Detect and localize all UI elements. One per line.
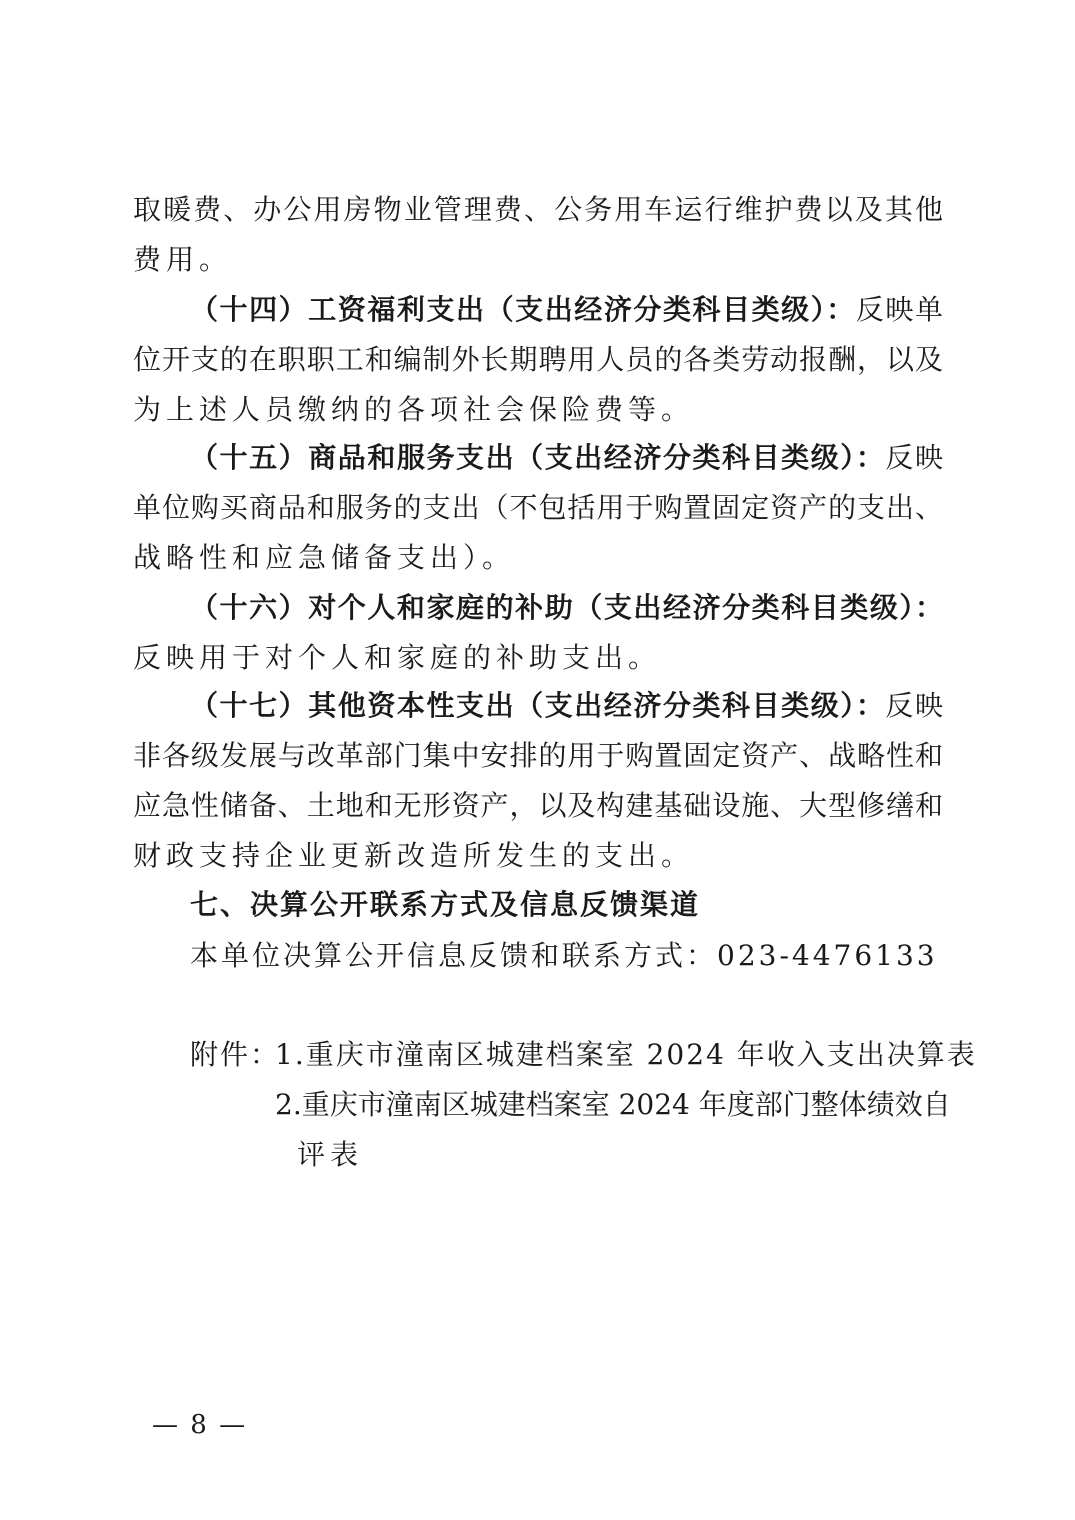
paragraph-17-line-2: 非各级发展与改革部门集中安排的用于购置固定资产、战略性和 [133, 739, 943, 772]
paragraph-13-line-1: 取暖费、办公用房物业管理费、公务用车运行维护费以及其他 [133, 193, 943, 226]
paragraph-14-line-1-text: 反映单 [855, 293, 943, 326]
paragraph-17-line-4: 财政支持企业更新改造所发生的支出。 [133, 839, 695, 872]
attachment-item-2-line-2: 评表 [297, 1138, 364, 1171]
paragraph-17-heading: （十七）其他资本性支出（支出经济分类科目类级）： [190, 689, 886, 722]
paragraph-15-line-3: 战略性和应急储备支出）。 [133, 541, 516, 574]
paragraph-15-heading: （十五）商品和服务支出（支出经济分类科目类级）： [190, 441, 886, 474]
paragraph-15-line-1 [190, 442, 943, 474]
paragraph-17-line-1 [190, 690, 943, 722]
paragraph-13-line-2: 费用。 [133, 243, 233, 276]
contact-info: 本单位决算公开信息反馈和联系方式：023-4476133 [190, 939, 938, 972]
paragraph-14-heading: （十四）工资福利支出（支出经济分类科目类级）： [190, 293, 856, 326]
paragraph-14-line-2: 位开支的在职职工和编制外长期聘用人员的各类劳动报酬，以及 [133, 343, 943, 376]
paragraph-15-line-1-text: 反映 [885, 441, 943, 474]
paragraph-16-line-2: 反映用于对个人和家庭的补助支出。 [133, 641, 662, 674]
paragraph-16-line-1 [190, 592, 943, 624]
attachment-item-1: 1.重庆市潼南区城建档案室 2024 年收入支出决算表 [275, 1038, 977, 1071]
attachments-label: 附件： [190, 1038, 281, 1071]
paragraph-17-line-1-text: 反映 [885, 689, 943, 722]
section-7-title: 七、决算公开联系方式及信息反馈渠道 [190, 888, 701, 921]
page-number: — 8 — [152, 1410, 248, 1440]
paragraph-14-line-3: 为上述人员缴纳的各项社会保险费等。 [133, 393, 695, 426]
paragraph-15-line-2: 单位购买商品和服务的支出（不包括用于购置固定资产的支出、 [133, 491, 943, 524]
paragraph-16-heading: （十六）对个人和家庭的补助（支出经济分类科目类级）： [190, 591, 943, 624]
attachment-item-2-line-1: 2.重庆市潼南区城建档案室 2024 年度部门整体绩效自 [275, 1088, 951, 1121]
paragraph-17-line-3: 应急性储备、土地和无形资产，以及构建基础设施、大型修缮和 [133, 789, 943, 822]
paragraph-14-line-1 [190, 294, 943, 326]
